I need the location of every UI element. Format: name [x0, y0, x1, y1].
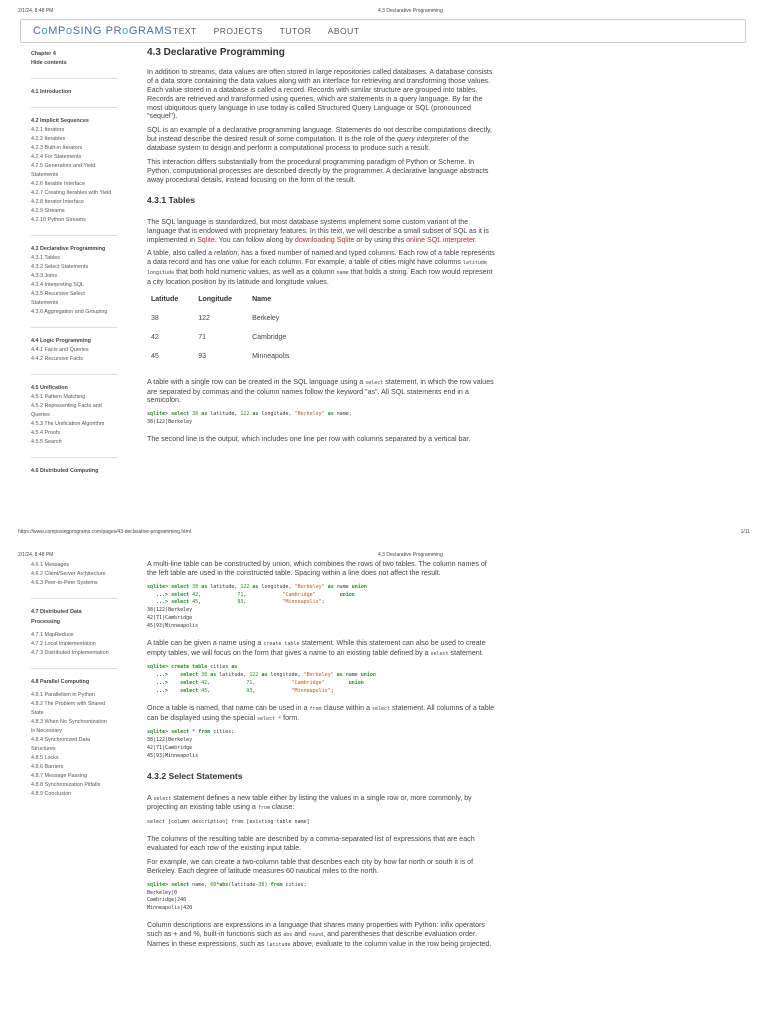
toc-item[interactable]: 4.2.8 Iterator Interface: [31, 199, 85, 205]
paragraph: A table, also called a relation, has a fixed number of named and typed columns. Each row of a table represents a data record and has one value for each column. For example, a table of cities might have columns latitude longitude that both hold numeric values, as well as a column name that holds a string. Each row would represent a city location position by its latitude and longitude values.: [147, 249, 495, 287]
column-header: Name: [252, 296, 272, 304]
toc-4-2-list: [31, 126, 129, 225]
toc-item[interactable]: 4.4.1 Facts and Queries: [31, 347, 89, 353]
toc-item[interactable]: 4.2.2 Iterables: [31, 136, 66, 142]
toc-4-8-list: [31, 691, 129, 799]
code-block-select-star: sqlite> select * from cities; 38|122|Berkeley 42|71|Cambridge 45|93|Minneapolis: [147, 729, 235, 759]
toc-section-4-5[interactable]: 4.5 Unification: [31, 385, 68, 391]
divider: [31, 235, 117, 236]
toc-item[interactable]: 4.7.3 Distributed Implementation: [31, 650, 109, 656]
paragraph: The second line is the output, which includes one line per row with columns separated by a vertical bar.: [147, 434, 471, 443]
section-heading-select: 4.3.2 Select Statements: [147, 770, 243, 781]
toc-item[interactable]: is Necessary: [31, 728, 62, 734]
toc-item[interactable]: 4.2.3 Built-in Iterators: [31, 145, 83, 151]
table-cell: 71: [198, 333, 207, 341]
toc-item[interactable]: 4.4.2 Recursive Facts: [31, 356, 84, 362]
table-cell: Berkeley: [252, 314, 280, 322]
code-block-projection: sqlite> select name, 60*abs(latitude-38) from cities; Berkeley|0 Cambridge|240 Minneapolis|420: [147, 881, 307, 912]
code-block-select: sqlite> select 38 as latitude, 122 as longitude, "Berkeley" as name; 38|122|Berkeley: [147, 411, 352, 426]
toc-item[interactable]: 4.7.1 MapReduce: [31, 632, 74, 638]
toc-item[interactable]: 4.3.5 Recursive Select: [31, 291, 85, 297]
main-content-page-1: [147, 49, 495, 449]
toc-item[interactable]: 4.8.2 The Problem with Shared: [31, 701, 106, 707]
print-header: [0, 544, 768, 556]
toc-section-4-3[interactable]: 4.3 Declarative Programming: [31, 246, 106, 252]
paragraph: The SQL language is standardized, but most database systems implement some custom variant of the language that is endowed with proprietary features. In this text, we will describe a small subset of SQL as it is implemented in Sqlite. You can follow along by downloading Sqlite or by using this online SQL interpreter.: [147, 217, 489, 244]
toc-item[interactable]: 4.8.4 Synchronized Data: [31, 737, 91, 743]
toc-item[interactable]: Queries: [31, 412, 50, 418]
toc-4-3-list: [31, 254, 129, 317]
toc-item[interactable]: 4.8.8 Synchronization Pitfalls: [31, 782, 101, 788]
divider: [31, 598, 117, 599]
column-header: Longitude: [198, 296, 233, 304]
toc-item[interactable]: Statements: [31, 300, 59, 306]
paragraph: In addition to streams, data values are often stored in large repositories called databases. A database consists of a data store containing the data values along with an interface for retrieving and transforming those values. Each value stored in a database is called a record. Records with similar structure are grouped into tables. Records are retrieved and transformed using queries, which are statements in a query language. By far the most ubiquitous query language in use today is called Structured Query Language or SQL (pronounced "sequel").: [147, 67, 493, 121]
toc-4-5-list: [31, 393, 129, 447]
download-sqlite-link[interactable]: downloading Sqlite: [294, 235, 355, 244]
table-cell: 45: [151, 352, 159, 360]
table-cell: 42: [151, 333, 159, 341]
paragraph: A table with a single row can be created in the SQL language using a select statement, in which the row values are separated by commas and the column names follow the keyword "as". All SQL statements end in a semicolon.: [147, 377, 494, 405]
section-heading-tables: 4.3.1 Tables: [147, 194, 196, 205]
toc-4-7-list: [31, 631, 129, 658]
online-sql-link[interactable]: online SQL interpreter: [406, 235, 475, 244]
main-content-page-2: [147, 560, 495, 955]
print-title: 4.3 Declarative Programming: [378, 8, 443, 14]
paragraph: A select statement defines a new table either by listing the values in a single row or, more commonly, by projecting an existing table using a from clause:: [147, 793, 472, 812]
print-page-number: 1/11: [740, 529, 750, 535]
table-row: [149, 311, 307, 330]
print-url: https://www.composingprograms.com/pages/43-declarative-programming.html: [18, 529, 191, 535]
toc-item[interactable]: 4.8.5 Locks: [31, 755, 59, 761]
table-cell: 93: [198, 352, 207, 360]
syntax-line: select [column description] from [existing table name]: [147, 819, 310, 826]
table-cell: Cambridge: [252, 333, 287, 341]
nav-about-link[interactable]: ABOUT: [327, 26, 360, 36]
divider: [31, 78, 117, 79]
toc-item[interactable]: 4.2.1 Iterators: [31, 127, 65, 133]
toc-item[interactable]: 4.6.3 Peer-to-Peer Systems: [31, 580, 98, 586]
divider: [31, 107, 117, 108]
toc-item[interactable]: 4.5.3 The Unification Algorithm: [31, 421, 105, 427]
paragraph: Column descriptions are expressions in a language that shares many properties with Python: infix operators such as + and %, built-in functions such as abs and round, and parentheses that describe evaluation order. Names in these expressions, such as latitude above, evaluate to the column value in the row being projected.: [147, 920, 492, 948]
toc-item[interactable]: 4.2.10 Python Streams: [31, 217, 86, 223]
toc-4-6-list: [31, 561, 129, 588]
brand-logo[interactable]: CoMPoSING PRoGRAMS: [33, 25, 173, 37]
sqlite-link[interactable]: Sqlite: [197, 235, 215, 244]
print-date: 2/1/24, 8:48 PM: [18, 552, 54, 558]
toc-item[interactable]: State: [31, 710, 44, 716]
table-row: [149, 330, 307, 349]
toc-item[interactable]: 4.3.2 Select Statements: [31, 264, 89, 270]
toc-section-4-6[interactable]: 4.6 Distributed Computing: [31, 468, 99, 474]
toc-item[interactable]: 4.6.1 Messages: [31, 562, 70, 568]
column-header: Latitude: [151, 296, 179, 304]
nav-tutor-link[interactable]: TUTOR: [279, 26, 312, 36]
hide-contents-link[interactable]: Hide contents: [31, 60, 67, 66]
divider: [31, 327, 117, 328]
toc-item[interactable]: 4.8.6 Barriers: [31, 764, 64, 770]
code-block-create-table: sqlite> create table cities as ...> select 38 as latitude, 122 as longitude, "Berkeley" as name union ...> select 42, 71, "Cambridge" union ...> select 45, 93, "Minneapolis";: [147, 664, 376, 694]
toc-item[interactable]: 4.7.2 Local Implementation: [31, 641, 96, 647]
sidebar-toc-continued: [31, 561, 129, 799]
table-cell: 38: [151, 314, 159, 322]
toc-section-4-7[interactable]: 4.7 Distributed Data Processing: [31, 609, 82, 625]
cities-table: [149, 293, 307, 368]
toc-item[interactable]: 4.8.9 Conclusion: [31, 791, 72, 797]
table-header-row: [149, 293, 307, 311]
toc-item[interactable]: 4.3.1 Tables: [31, 255, 60, 261]
toc-section-4-2[interactable]: 4.2 Implicit Sequences: [31, 118, 89, 124]
paragraph: SQL is an example of a declarative programming language. Statements do not describe computations directly, but instead describe the desired result of some computation. It is the role of the query interpreter of the database system to design and perform a computational process to produce such a result.: [147, 126, 493, 153]
sidebar-toc: [31, 50, 129, 476]
divider: [31, 457, 117, 458]
paragraph: For example, we can create a two-column table that describes each city by how far north or south it is of Berkeley. Each degree of latitude measures 60 nautical miles to the north.: [147, 857, 474, 875]
table-row: [149, 349, 307, 368]
toc-item[interactable]: 4.3.3 Joins: [31, 273, 58, 279]
toc-item[interactable]: 4.8.3 When No Synchronization: [31, 719, 107, 725]
paragraph: This interaction differs substantially from the procedural programming paradigm of Python or Scheme. In Python, computational processes are described directly by the programmer. A declarative language abstracts away procedural details, instead focusing on the form of the result.: [147, 158, 489, 184]
paragraph: Once a table is named, that name can be used in a from clause within a select statement. All columns of a table can be displayed using the special select * form.: [147, 703, 495, 722]
code-block-union: sqlite> select 38 as latitude, 122 as longitude, "Berkeley" as name union ...> select 42, 71, "Cambridge" union ...> select 45, 93, "Minneapolis"; 38|122|Berkeley 42|71|Cambridge 45|93|Minneapolis: [147, 583, 367, 629]
toc-item[interactable]: 4.3.4 Interpreting SQL: [31, 282, 85, 288]
toc-item[interactable]: Statements: [31, 172, 59, 178]
divider: [31, 374, 117, 375]
table-cell: 122: [198, 314, 210, 322]
toc-section-4-1[interactable]: 4.1 Introduction: [31, 89, 72, 95]
toc-item[interactable]: 4.2.9 Streams: [31, 208, 65, 214]
paragraph: A table can be given a name using a create table statement. While this statement can also be used to create empty tables, we will focus on the form that gives a name to an existing table defined by a select statement.: [147, 638, 486, 657]
toc-item[interactable]: 4.8.7 Message Passing: [31, 773, 88, 779]
toc-item[interactable]: 4.2.4 For Statements: [31, 154, 82, 160]
paragraph: The columns of the resulting table are described by a comma-separated list of expressions that are each evaluated for each row of the existing input table.: [147, 835, 475, 853]
toc-item[interactable]: 4.6.2 Client/Server Architecture: [31, 571, 106, 577]
chapter-label: Chapter 4: [31, 51, 56, 57]
top-navbar: [20, 19, 746, 43]
toc-item[interactable]: 4.5.1 Pattern Matching: [31, 394, 86, 400]
nav-projects-link[interactable]: PROJECTS: [213, 26, 263, 36]
divider: [31, 668, 117, 669]
toc-item[interactable]: 4.2.7 Creating Iterables with Yield: [31, 190, 112, 196]
toc-item[interactable]: 4.5.2 Representing Facts and: [31, 403, 102, 409]
nav-links: [173, 26, 373, 36]
toc-section-4-4[interactable]: 4.4 Logic Programming: [31, 338, 91, 344]
toc-item[interactable]: 4.8.1 Parallelism in Python: [31, 692, 95, 698]
paragraph: A multi-line table can be constructed by union, which combines the rows of two tables. The column names of the left table are used in the constructed table. Spacing within a line does not affect the result.: [147, 560, 487, 577]
table-cell: Minneapolis: [252, 352, 290, 360]
print-date: 2/1/24, 8:48 PM: [18, 8, 54, 14]
toc-item[interactable]: Structures: [31, 746, 56, 752]
toc-section-4-8[interactable]: 4.8 Parallel Computing: [31, 679, 90, 685]
toc-item[interactable]: 4.5.4 Proofs: [31, 430, 61, 436]
toc-item[interactable]: 4.5.5 Search: [31, 439, 62, 445]
print-header: [0, 0, 768, 12]
nav-text-link[interactable]: TEXT: [173, 26, 197, 36]
page-title: 4.3 Declarative Programming: [147, 47, 285, 58]
toc-item[interactable]: 4.3.6 Aggregation and Grouping: [31, 309, 108, 315]
toc-item[interactable]: 4.2.6 Iterable Interface: [31, 181, 85, 187]
print-title: 4.3 Declarative Programming: [378, 552, 443, 558]
toc-4-4-list: [31, 346, 129, 364]
toc-item[interactable]: 4.2.5 Generators and Yield: [31, 163, 96, 169]
